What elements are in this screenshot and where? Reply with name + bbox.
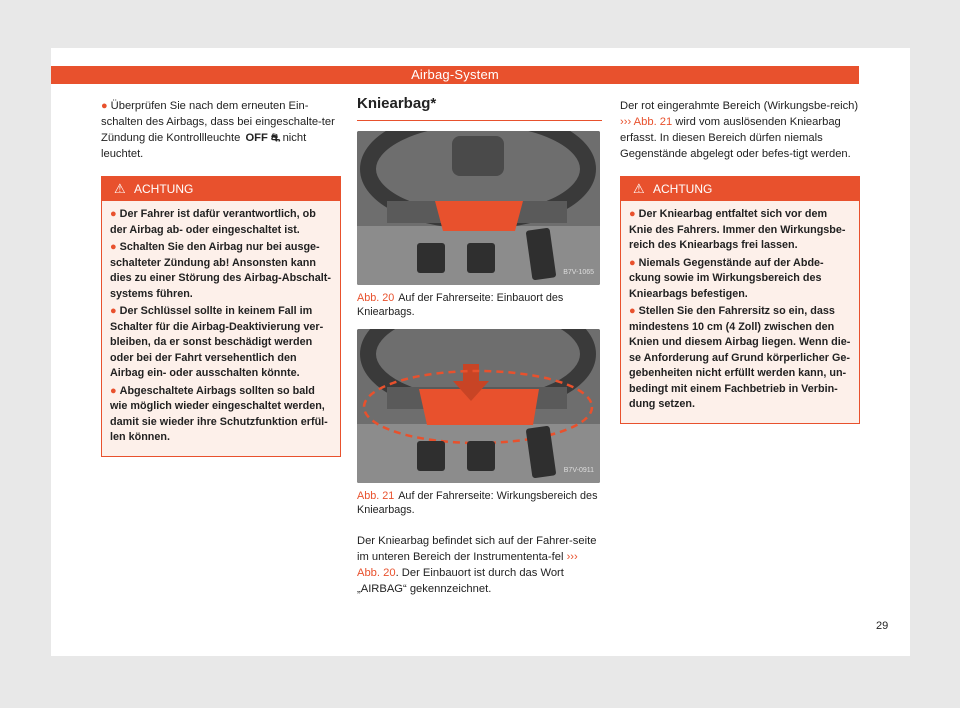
warning-item: ● Niemals Gegenstände auf der Abde-ckung sowie im Wirkungsbereich des Kniearbags befestigen. [629, 256, 824, 300]
figure-knee-airbag-area [357, 329, 600, 483]
warning-item: ● Abgeschaltete Airbags sollten so bald wie möglich wieder eingeschaltet werden, damit sie wieder ihre Schutzfunktion erfül-len können. [110, 384, 328, 443]
bullet-icon: ● [629, 305, 636, 317]
figure-code: B7V-1065 [563, 269, 594, 276]
bullet-icon: ● [629, 208, 636, 220]
column-left [101, 98, 341, 457]
airbag-off-indicator-icon: OFF ⛐ [245, 132, 281, 144]
warning-item: ● Der Schlüssel sollte in keinem Fall im Schalter für die Airbag-Deaktivierung ver-bleiben, da er sonst beschädigt werden oder bei der Fahrt versehentlich den Airbag ein- oder ausschalten könnte. [110, 305, 324, 379]
warning-item: ● Der Kniearbag entfaltet sich vor dem Knie des Fahrers. Immer den Wirkungsbe-reich des Kniearbags frei lassen. [629, 208, 846, 251]
figure-code: B7V-0911 [563, 467, 594, 474]
warning-header: ⚠ ACHTUNG [102, 177, 340, 201]
figure-knee-airbag-location [357, 131, 600, 285]
bullet-icon: ● [110, 384, 117, 397]
body-paragraph: Der Kniearbag befindet sich auf der Fahrer-seite im unteren Bereich der Instrumententa-fel ››› Abb. 20. Der Einbauort ist durch das Wort „AIRBAG“ gekennzeichnet. [357, 535, 597, 595]
bullet-icon: ● [110, 241, 117, 253]
warning-box [101, 176, 341, 457]
warning-triangle-icon: ⚠ [633, 181, 645, 196]
column-right [620, 98, 860, 424]
warning-body [102, 201, 340, 456]
bullet-icon: ● [110, 305, 117, 317]
page-number: 29 [876, 620, 889, 632]
warning-item: ● Der Fahrer ist dafür verantwortlich, ob der Airbag ab- oder eingeschaltet ist. [110, 208, 316, 236]
warning-item: ● Stellen Sie den Fahrersitz so ein, dass mindestens 10 cm (4 Zoll) zwischen den Knien und diesem Airbag liegen. Wenn die-se Anforderung auf Grund körperlicher Ge-gebenheiten nicht erfüllt werden kann, un-bedingt mit einem Fachbetrieb in Verbin-dung setzen. [629, 305, 851, 410]
bullet-icon: ● [629, 256, 636, 269]
bullet-icon: ● [101, 100, 108, 112]
section-header: Airbag-System [51, 66, 859, 84]
column-middle [357, 95, 602, 597]
figure-caption: Abb. 21 Auf der Fahrerseite: Wirkungsbereich des Kniearbags. [357, 490, 598, 516]
warning-triangle-icon: ⚠ [114, 181, 126, 196]
bullet-icon: ● [110, 208, 117, 220]
warning-body [621, 201, 859, 423]
intro-paragraph: ● Überprüfen Sie nach dem erneuten Ein-schalten des Airbags, dass bei eingeschalte-ter Zündung die Kontrollleuchte OFF ⛐ nicht leuchtet. [101, 100, 335, 160]
figure-caption: Abb. 20 Auf der Fahrerseite: Einbauort des Kniearbags. [357, 292, 564, 318]
figure-link[interactable]: ››› Abb. 21 [620, 116, 673, 128]
section-title: Kniearbag* [357, 94, 602, 121]
body-paragraph: Der rot eingerahmte Bereich (Wirkungsbe-reich) ››› Abb. 21 wird vom auslösenden Kniearbag erfasst. In diesen Bereich dürfen niemals Gegenstände abgelegt oder befes-tigt werden. [620, 100, 859, 160]
figure-ref: Abb. 21 [357, 490, 395, 502]
airbag-area-illustration [357, 329, 600, 483]
warning-item: ● Schalten Sie den Airbag nur bei ausge-schalteter Zündung ab! Ansonsten kann dies zu einer Störung des Airbag-Abschalt-systems führen. [110, 241, 331, 300]
figure-ref: Abb. 20 [357, 292, 395, 304]
figure-link[interactable]: ››› Abb. 20 [357, 551, 578, 579]
steering-footwell-illustration [357, 131, 600, 285]
warning-header: ⚠ ACHTUNG [621, 177, 859, 201]
warning-box [620, 176, 860, 424]
